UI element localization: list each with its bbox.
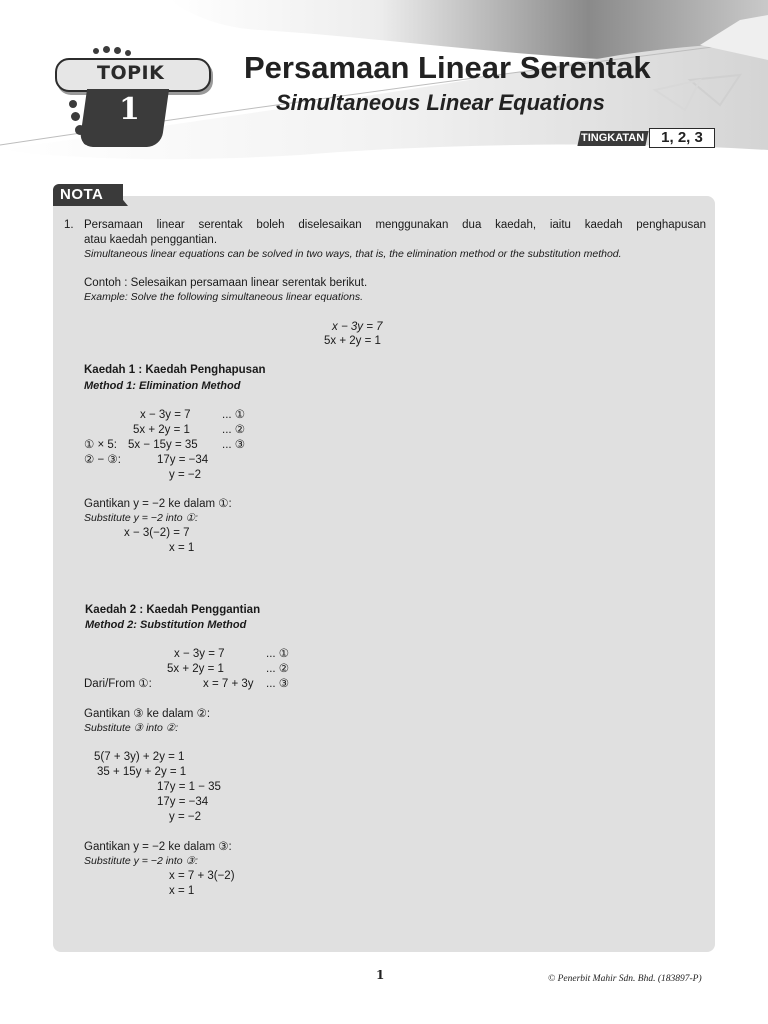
method2-title-en: Method 2: Substitution Method bbox=[85, 619, 247, 631]
m1-line1-expr: x − 3y = 7 bbox=[140, 409, 191, 421]
m2-line3-tag: ... ③ bbox=[266, 678, 290, 690]
m2-step2: 35 + 15y + 2y = 1 bbox=[97, 766, 187, 778]
nota-tab-corner bbox=[110, 184, 128, 206]
m2-line3-prefix: Dari/From ①: bbox=[84, 678, 152, 690]
m1-line2-expr: 5x + 2y = 1 bbox=[133, 424, 190, 436]
m2-step4: 17y = −34 bbox=[157, 796, 209, 808]
decor-dot bbox=[69, 100, 77, 108]
m1-line4-prefix: ② − ③: bbox=[84, 454, 121, 466]
m2-step5: y = −2 bbox=[169, 811, 201, 823]
m2-line1-tag: ... ① bbox=[266, 648, 290, 660]
nota-panel bbox=[53, 196, 715, 952]
tingkatan-label bbox=[577, 131, 648, 146]
tingkatan-label-text: TINGKATAN bbox=[581, 132, 645, 144]
m1-sub-line1: x − 3(−2) = 7 bbox=[124, 527, 190, 539]
m1-sub-en: Substitute y = −2 into ①: bbox=[84, 512, 198, 524]
m2-line2: 5x + 2y = 1 bbox=[167, 663, 224, 675]
m2-sub1-ms: Gantikan ③ ke dalam ②: bbox=[84, 708, 211, 720]
m2-line3: x = 7 + 3y bbox=[203, 678, 254, 690]
intro-en: Simultaneous linear equations can be solved in two ways, that is, the elimination method or the substitution method. bbox=[84, 248, 622, 260]
decor-dot bbox=[93, 48, 99, 54]
m2-final1: x = 7 + 3(−2) bbox=[169, 870, 235, 882]
example-en: Example: Solve the following simultaneous linear equations. bbox=[84, 291, 363, 303]
decor-dot bbox=[114, 47, 121, 54]
given-equation-2: 5x + 2y = 1 bbox=[324, 335, 381, 347]
page-title: Persamaan Linear Serentak bbox=[244, 50, 651, 85]
m2-sub1-en: Substitute ③ into ②: bbox=[84, 722, 179, 734]
tingkatan-value: 1, 2, 3 bbox=[649, 128, 715, 148]
m1-line5-expr: y = −2 bbox=[169, 469, 201, 481]
decor-dot bbox=[71, 112, 80, 121]
m2-step1: 5(7 + 3y) + 2y = 1 bbox=[94, 751, 185, 763]
nota-label: NOTA bbox=[60, 186, 104, 203]
m1-sub-ms: Gantikan y = −2 ke dalam ①: bbox=[84, 498, 232, 510]
m1-line4-expr: 17y = −34 bbox=[157, 454, 209, 466]
decor-dot bbox=[103, 46, 110, 53]
intro-ms-line1: Persamaan linear serentak boleh diselesaikan menggunakan dua kaedah, iaitu kaedah penghapusan bbox=[84, 219, 706, 231]
m2-line1: x − 3y = 7 bbox=[174, 648, 225, 660]
m1-line3-expr: 5x − 15y = 35 bbox=[128, 439, 198, 451]
m1-line3-prefix: ① × 5: bbox=[84, 439, 118, 451]
m2-sub2-en: Substitute y = −2 into ③: bbox=[84, 855, 198, 867]
item-number: 1. bbox=[64, 219, 74, 231]
topik-label: TOPIK bbox=[97, 62, 165, 84]
method1-title-en: Method 1: Elimination Method bbox=[84, 380, 241, 392]
page-number: 1 bbox=[376, 968, 385, 982]
decor-dot bbox=[125, 50, 131, 56]
m2-sub2-ms: Gantikan y = −2 ke dalam ③: bbox=[84, 841, 232, 853]
m1-line1-tag: ... ① bbox=[222, 409, 246, 421]
given-equation-1: x − 3y = 7 bbox=[332, 321, 383, 333]
m1-line2-tag: ... ② bbox=[222, 424, 246, 436]
topik-number: 1 bbox=[119, 92, 140, 127]
page-subtitle: Simultaneous Linear Equations bbox=[276, 90, 605, 115]
method1-title-ms: Kaedah 1 : Kaedah Penghapusan bbox=[84, 364, 266, 376]
copyright-notice: © Penerbit Mahir Sdn. Bhd. (183897-P) bbox=[548, 974, 702, 984]
m2-step3: 17y = 1 − 35 bbox=[157, 781, 221, 793]
intro-ms-line2: atau kaedah penggantian. bbox=[84, 234, 218, 246]
example-ms: Contoh : Selesaikan persamaan linear serentak berikut. bbox=[84, 277, 368, 289]
m2-line2-tag: ... ② bbox=[266, 663, 290, 675]
m2-final2: x = 1 bbox=[169, 885, 195, 897]
m1-sub-line2: x = 1 bbox=[169, 542, 195, 554]
m1-line3-tag: ... ③ bbox=[222, 439, 246, 451]
method2-title-ms: Kaedah 2 : Kaedah Penggantian bbox=[85, 604, 261, 616]
